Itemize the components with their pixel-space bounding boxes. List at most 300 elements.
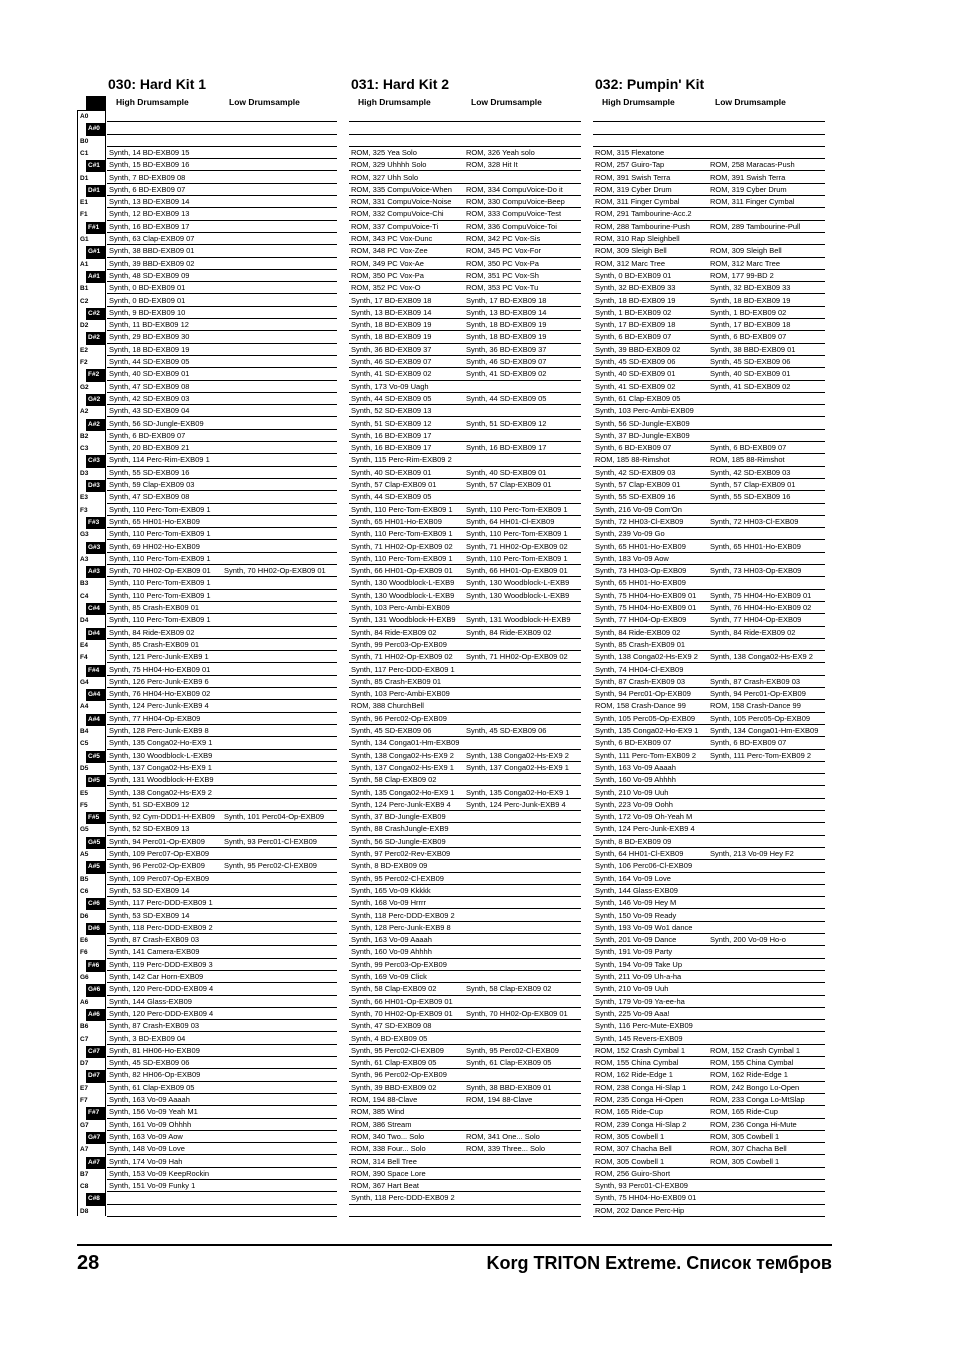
key-label: D5 [78,763,105,775]
low-drumsample: ROM, 258 Maracas-Push [710,160,795,170]
table-row [107,577,337,589]
key-label: F#4 [86,665,105,677]
high-drumsample: Synth, 64 HH01-Cl-EXB09 [595,849,684,858]
table-row [349,750,581,762]
high-drumsample: Synth, 14 BD-EXB09 15 [109,147,190,157]
high-drumsample: Synth, 144 Glass-EXB09 [109,996,192,1006]
high-drumsample: Synth, 138 Conga02-Hs-EX9 2 [351,750,454,760]
high-drumsample: Synth, 74 HH04-Cl-EXB09 [595,664,684,674]
high-drumsample: ROM, 291 Tambourine-Acc.2 [595,209,692,219]
table-row [349,959,581,971]
low-drumsample: ROM, 307 Chacha Bell [710,1144,787,1154]
high-drumsample: ROM, 340 Two... Solo [351,1131,425,1141]
high-drumsample: Synth, 75 HH04-Ho-EXB09 01 [595,603,697,612]
key-label: F3 [78,505,105,517]
table-row [349,1192,581,1204]
low-drumsample: Synth, 77 HH04-Op-EXB09 [710,615,802,625]
high-drumsample: Synth, 47 SD-EXB09 08 [351,1021,432,1031]
table-row [593,393,825,405]
table-row [107,983,337,995]
high-drumsample: Synth, 128 Perc-Junk-EXB9 8 [351,922,451,932]
key-label: F#2 [86,369,105,381]
table-row [349,442,581,454]
high-drumsample: ROM, 390 Space Lore [351,1168,426,1178]
high-drumsample: Synth, 16 BD-EXB09 17 [351,443,432,453]
high-drumsample: Synth, 61 Clap-EXB09 05 [109,1082,195,1092]
table-row [593,1156,825,1168]
high-drumsample: Synth, 94 Perc01-Op-EXB09 [109,836,205,846]
table-row [107,442,337,454]
table-row [107,959,337,971]
high-drumsample: Synth, 118 Perc-DDD-EXB09 2 [351,1193,455,1203]
high-drumsample: Synth, 40 SD-EXB09 01 [109,369,190,379]
table-row [593,996,825,1008]
low-drumsample: Synth, 131 Woodblock-H-EXB9 [466,615,571,625]
high-drumsample: Synth, 16 BD-EXB09 17 [351,430,432,440]
table-row [107,700,337,712]
high-drumsample: Synth, 72 HH03-Cl-EXB09 [595,516,684,526]
table-row [107,934,337,946]
key-label: F6 [78,947,105,959]
table-row [593,577,825,589]
high-drumsample: ROM, 335 CompuVoice-When [351,184,452,194]
high-drumsample: ROM, 385 Wind [351,1107,405,1117]
table-row [107,1057,337,1069]
table-row [107,614,337,626]
table-row [593,418,825,430]
key-label: G6 [78,972,105,984]
key-label: D7 [78,1058,105,1070]
high-drumsample: Synth, 0 BD-EXB09 01 [109,283,186,293]
low-drumsample: ROM, 341 One... Solo [466,1131,540,1141]
table-row [349,1168,581,1180]
key-label: A7 [78,1144,105,1156]
high-drumsample: Synth, 42 SD-EXB09 03 [595,467,676,477]
high-drumsample: Synth, 20 BD-EXB09 21 [109,443,190,453]
key-label: C#7 [86,1046,105,1058]
table-row [593,184,825,196]
high-drumsample: Synth, 124 Perc-Junk-EXB9 4 [109,701,209,711]
high-drumsample: Synth, 45 SD-EXB09 06 [351,726,432,735]
kit3-low-header: Low Drumsample [715,97,786,107]
key-label: E3 [78,492,105,504]
low-drumsample: Synth, 38 BBD-EXB09 01 [710,344,796,354]
table-row [349,479,581,491]
high-drumsample: Synth, 99 Perc03-Op-EXB09 [351,639,447,649]
table-row [107,282,337,294]
key-label: D4 [78,615,105,627]
high-drumsample: Synth, 51 SD-EXB09 12 [109,799,190,809]
high-drumsample: Synth, 93 Perc01-Cl-EXB09 [595,1181,688,1191]
high-drumsample: Synth, 97 Perc02-Rev-EXB09 [351,849,451,858]
table-row [593,836,825,848]
table-row [593,1192,825,1204]
table-row [107,823,337,835]
table-row [107,344,337,356]
table-row [349,934,581,946]
high-drumsample: Synth, 71 HH02-Op-EXB09 02 [351,541,453,551]
high-drumsample: Synth, 7 BD-EXB09 08 [109,172,186,182]
table-row [349,873,581,885]
table-row [107,491,337,503]
table-row [593,676,825,688]
key-label: A#5 [86,861,105,873]
table-row [349,897,581,909]
high-drumsample: Synth, 40 SD-EXB09 01 [595,369,676,379]
table-row [349,454,581,466]
low-drumsample: Synth, 137 Conga02-Hs-EX9 1 [466,762,569,772]
high-drumsample: ROM, 305 Cowbell 1 [595,1156,665,1166]
high-drumsample: Synth, 1 BD-EXB09 02 [595,307,672,317]
key-label: G#5 [86,837,105,849]
high-drumsample: Synth, 6 BD-EXB09 07 [595,332,672,342]
high-drumsample: Synth, 163 Vo-09 Aaaah [351,935,432,945]
high-drumsample: Synth, 92 Cym-DDD1-H-EXB09 [109,812,215,822]
low-drumsample: ROM, 289 Tambourine-Pull [710,221,801,231]
low-drumsample: Synth, 38 BBD-EXB09 01 [466,1082,552,1092]
table-row [349,1143,581,1155]
table-row [107,1119,337,1131]
table-row [593,1180,825,1192]
table-row [107,356,337,368]
table-row [107,405,337,417]
table-row [349,307,581,319]
key-label: C6 [78,886,105,898]
high-drumsample: Synth, 75 HH04-Ho-EXB09 01 [595,590,697,600]
high-drumsample: Synth, 117 Perc-DDD-EXB09 1 [351,664,455,674]
low-drumsample: ROM, 309 Sleigh Bell [710,246,782,256]
table-row [349,418,581,430]
table-row [107,922,337,934]
low-drumsample: Synth, 46 SD-EXB09 07 [466,357,547,366]
low-drumsample: ROM, 334 CompuVoice-Do it [466,184,563,194]
key-label: F#7 [86,1107,105,1119]
table-row [107,602,337,614]
table-row [593,799,825,811]
high-drumsample: Synth, 118 Perc-DDD-EXB09 2 [351,910,455,920]
high-drumsample: Synth, 110 Perc-Tom-EXB09 1 [109,590,211,600]
table-row [349,1094,581,1106]
high-drumsample: Synth, 109 Perc07-Op-EXB09 [109,873,210,883]
table-row [349,774,581,786]
low-drumsample: Synth, 101 Perc04-Op-EXB09 [224,812,325,822]
table-row [593,331,825,343]
low-drumsample: Synth, 110 Perc-Tom-EXB09 1 [466,553,568,563]
high-drumsample: Synth, 173 Vo-09 Uagh [351,381,429,391]
high-drumsample: ROM, 388 ChurchBell [351,701,424,711]
table-row [349,344,581,356]
table-row [593,713,825,725]
table-row [349,971,581,983]
table-row [107,1069,337,1081]
low-drumsample: ROM, 330 CompuVoice-Beep [466,197,565,207]
high-drumsample: ROM, 239 Conga Hi-Slap 2 [595,1119,687,1129]
high-drumsample: ROM, 152 Crash Cymbal 1 [595,1045,686,1055]
high-drumsample: Synth, 110 Perc-Tom-EXB09 1 [109,578,211,588]
table-row [593,479,825,491]
high-drumsample: Synth, 131 Woodblock-H-EXB9 [351,615,456,625]
low-drumsample: Synth, 75 HH04-Ho-EXB09 01 [710,590,812,600]
table-row [107,295,337,307]
high-drumsample: ROM, 327 Uhh Solo [351,172,419,182]
table-row [349,836,581,848]
high-drumsample: Synth, 109 Perc07-Op-EXB09 [109,849,210,858]
key-label: B3 [78,578,105,590]
high-drumsample: Synth, 110 Perc-Tom-EXB09 1 [351,504,453,514]
table-row [349,713,581,725]
table-row [349,848,581,860]
table-row [349,700,581,712]
high-drumsample: Synth, 56 SD-Jungle-EXB09 [109,418,204,428]
table-row [107,688,337,700]
high-drumsample: Synth, 3 BD-EXB09 04 [109,1033,186,1043]
table-row [107,147,337,159]
high-drumsample: Synth, 18 BD-EXB09 19 [351,332,432,342]
high-drumsample: Synth, 51 SD-EXB09 12 [351,418,432,428]
high-drumsample: ROM, 386 Stream [351,1119,412,1129]
high-drumsample: Synth, 57 Clap-EXB09 01 [595,480,681,489]
high-drumsample: Synth, 193 Vo-09 Wo1 dance [595,922,693,932]
table-row [593,430,825,442]
high-drumsample: Synth, 63 Clap-EXB09 07 [109,234,195,243]
high-drumsample: Synth, 135 Conga02-Ho-EX9 1 [109,738,213,748]
key-label: D#2 [86,332,105,344]
table-row [107,1192,337,1204]
high-drumsample: ROM, 238 Conga Hi-Slap 1 [595,1082,687,1092]
key-label: B2 [78,431,105,443]
high-drumsample: Synth, 45 SD-EXB09 06 [595,357,676,366]
key-label: A6 [78,997,105,1009]
high-drumsample: Synth, 191 Vo-09 Party [595,947,673,957]
table-row [349,258,581,270]
table-row [107,713,337,725]
high-drumsample: Synth, 61 Clap-EXB09 05 [351,1058,437,1068]
low-drumsample: ROM, 345 PC Vox-For [466,246,542,256]
high-drumsample: ROM, 235 Conga Hi-Open [595,1095,684,1104]
high-drumsample: Synth, 41 SD-EXB09 02 [595,381,676,391]
high-drumsample: Synth, 161 Vo-09 Ohhhh [109,1119,192,1129]
table-row [107,504,337,516]
high-drumsample: Synth, 121 Perc-Junk-EXB9 1 [109,652,209,662]
key-label: F5 [78,800,105,812]
table-row [593,454,825,466]
table-row [593,381,825,393]
low-drumsample: Synth, 13 BD-EXB09 14 [466,307,547,317]
high-drumsample: Synth, 95 Perc02-Cl-EXB09 [351,1045,444,1055]
high-drumsample: Synth, 164 Vo-09 Love [595,873,671,883]
table-row [593,282,825,294]
high-drumsample: Synth, 13 BD-EXB09 14 [109,197,190,207]
table-row [107,208,337,220]
table-row [593,1020,825,1032]
key-label: A#6 [86,1009,105,1021]
high-drumsample: Synth, 39 BBD-EXB09 02 [595,344,681,354]
low-drumsample: ROM, 311 Finger Cymbal [710,197,795,207]
key-label: A#4 [86,714,105,726]
table-row [107,836,337,848]
table-row [593,934,825,946]
low-drumsample: ROM, 165 Ride-Cup [710,1107,778,1117]
key-label: F2 [78,357,105,369]
table-row [593,1082,825,1094]
table-row [349,885,581,897]
high-drumsample: Synth, 16 BD-EXB09 17 [109,221,190,231]
table-row [349,282,581,294]
high-drumsample: Synth, 120 Perc-DDD-EXB09 4 [109,1008,214,1018]
table-row [593,467,825,479]
high-drumsample: ROM, 331 CompuVoice-Noise [351,197,452,207]
high-drumsample: Synth, 69 HH02-Ho-EXB09 [109,541,200,551]
low-drumsample: Synth, 44 SD-EXB09 05 [466,393,547,403]
high-drumsample: Synth, 55 SD-EXB09 16 [595,492,676,502]
kit1-high-header: High Drumsample [116,97,189,107]
high-drumsample: Synth, 61 Clap-EXB09 05 [595,393,681,403]
high-drumsample: Synth, 87 Crash-EXB09 03 [109,1021,200,1031]
high-drumsample: Synth, 145 Revers-EXB09 [595,1033,683,1043]
low-drumsample: Synth, 138 Conga02-Hs-EX9 2 [466,750,569,760]
high-drumsample: Synth, 163 Vo-09 Aaaah [109,1095,190,1104]
table-row [107,590,337,602]
high-drumsample: Synth, 44 SD-EXB09 05 [351,393,432,403]
key-label: G#4 [86,689,105,701]
table-row [107,799,337,811]
high-drumsample: Synth, 110 Perc-Tom-EXB09 1 [351,529,453,539]
table-row [349,405,581,417]
table-row [349,541,581,553]
key-label: A#2 [86,419,105,431]
low-drumsample: Synth, 1 BD-EXB09 02 [710,307,787,317]
table-row [349,1156,581,1168]
table-row [107,1082,337,1094]
table-row [107,516,337,528]
high-drumsample: Synth, 110 Perc-Tom-EXB09 1 [109,615,211,625]
table-row [593,725,825,737]
key-label: F#6 [86,960,105,972]
table-row [107,1180,337,1192]
high-drumsample: ROM, 257 Guiro-Tap [595,160,665,170]
high-drumsample: ROM, 256 Guiro-Short [595,1168,671,1178]
key-label: A#7 [86,1157,105,1169]
high-drumsample: Synth, 39 BBD-EXB09 02 [109,258,195,268]
table-row [349,147,581,159]
high-drumsample: Synth, 41 SD-EXB09 02 [351,369,432,379]
low-drumsample: Synth, 135 Conga02-Ho-EX9 1 [466,787,570,797]
high-drumsample: Synth, 110 Perc-Tom-EXB09 1 [351,553,453,563]
table-row [107,184,337,196]
kit-title-1: 030: Hard Kit 1 [108,76,207,92]
table-row [593,860,825,872]
key-label: D#5 [86,775,105,787]
table-row [593,233,825,245]
key-label: A#0 [86,123,105,135]
key-label: C5 [78,738,105,750]
high-drumsample: Synth, 163 Vo-09 Aaaah [595,762,676,772]
high-drumsample: Synth, 18 BD-EXB09 19 [595,295,676,305]
high-drumsample: Synth, 194 Vo-09 Take Up [595,959,683,969]
low-drumsample: Synth, 45 SD-EXB09 06 [710,357,791,366]
key-label: A0 [78,111,105,123]
high-drumsample: Synth, 103 Perc-Ambi-EXB09 [595,406,694,416]
table-row [593,135,825,147]
high-drumsample: Synth, 105 Perc05-Op-EXB09 [595,713,696,723]
high-drumsample: Synth, 4 BD-EXB09 05 [351,1033,428,1043]
low-drumsample: ROM, 305 Cowbell 1 [710,1131,780,1141]
table-row [107,245,337,257]
table-row [593,737,825,749]
low-drumsample: Synth, 110 Perc-Tom-EXB09 1 [466,504,568,514]
table-row [593,897,825,909]
table-row [349,639,581,651]
key-label: G3 [78,529,105,541]
table-row [593,295,825,307]
high-drumsample: Synth, 73 HH03-Op-EXB09 [595,566,687,576]
table-row [349,1082,581,1094]
low-drumsample: Synth, 72 HH03-Cl-EXB09 [710,516,799,526]
table-row [593,614,825,626]
table-row [349,1057,581,1069]
table-row [107,430,337,442]
table-row [107,885,337,897]
high-drumsample: Synth, 44 SD-EXB09 05 [351,492,432,502]
high-drumsample: Synth, 130 Woodblock-L-EXB9 [109,750,213,760]
high-drumsample: Synth, 130 Woodblock-L-EXB9 [351,590,455,600]
high-drumsample: Synth, 37 BD-Jungle-EXB09 [595,430,690,440]
key-label: C#5 [86,751,105,763]
high-drumsample: Synth, 75 HH04-Ho-EXB09 01 [595,1193,697,1203]
table-row [593,885,825,897]
high-drumsample: Synth, 71 HH02-Op-EXB09 02 [351,652,453,662]
table-row [107,319,337,331]
high-drumsample: Synth, 99 Perc03-Op-EXB09 [351,959,447,969]
table-row [593,602,825,614]
low-drumsample: Synth, 57 Clap-EXB09 01 [710,480,796,489]
high-drumsample: Synth, 160 Vo-09 Ahhhh [595,775,676,785]
kit-title-3: 032: Pumpin' Kit [595,76,705,92]
high-drumsample: ROM, 391 Swish Terra [595,172,671,182]
table-row [349,946,581,958]
low-drumsample: Synth, 111 Perc-Tom-EXB09 2 [710,750,812,760]
table-row [349,356,581,368]
key-label: G7 [78,1120,105,1132]
table-row [107,1205,337,1217]
table-row [349,1008,581,1020]
table-row [593,922,825,934]
table-row [593,873,825,885]
table-row [107,307,337,319]
key-label: E6 [78,935,105,947]
high-drumsample: ROM, 202 Dance Perc-Hip [595,1205,685,1215]
key-label: A2 [78,406,105,418]
high-drumsample: Synth, 17 BD-EXB09 18 [595,320,676,330]
table-row [107,811,337,823]
low-drumsample: Synth, 6 BD-EXB09 07 [710,332,787,342]
key-label: D3 [78,468,105,480]
high-drumsample: Synth, 6 BD-EXB09 07 [595,738,672,748]
table-row [349,983,581,995]
table-row [593,122,825,134]
table-row [593,1143,825,1155]
low-drumsample: ROM, 342 PC Vox-Sis [466,234,541,243]
key-label: D#6 [86,923,105,935]
table-row [593,442,825,454]
high-drumsample: Synth, 174 Vo-09 Hah [109,1156,183,1166]
high-drumsample: Synth, 126 Perc-Junk-EXB9 6 [109,676,209,686]
low-drumsample: ROM, 155 China Cymbal [710,1058,794,1068]
table-row [107,1156,337,1168]
high-drumsample: Synth, 169 Vo-09 Click [351,972,427,981]
low-drumsample: Synth, 94 Perc01-Op-EXB09 [710,689,806,699]
low-drumsample: Synth, 61 Clap-EXB09 05 [466,1058,552,1068]
